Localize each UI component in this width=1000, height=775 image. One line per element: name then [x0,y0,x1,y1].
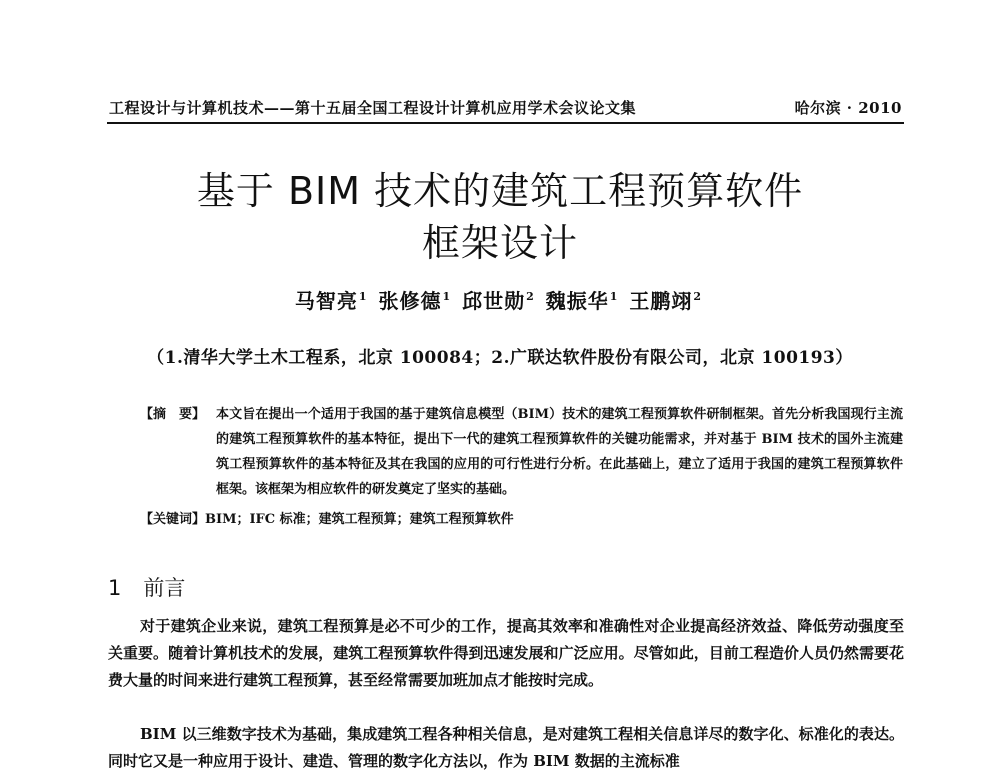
section-number: 1 [108,576,122,600]
affiliations: （1.清华大学土木工程系，北京 100084；2.广联达软件股份有限公司，北京 100193） [147,348,853,368]
running-header [107,95,904,124]
abstract [140,402,903,502]
section-title: 前言 [143,576,186,600]
body-paragraph: 对于建筑企业来说，建筑工程预算是必不可少的工作，提高其效率和准确性对企业提高经济效益、降低劳动强度至关重要。随着计算机技术的发展，建筑工程预算软件得到迅速发展和广泛应用。尽管如此，目前工程造价人员仍然需要花费大量的时间来进行建筑工程预算，甚至经常需要加班加点才能按时完成。 [108,617,904,689]
section-heading [108,572,185,602]
abstract-text: 本文旨在提出一个适用于我国的基于建筑信息模型（BIM）技术的建筑工程预算软件研制框架。首先分析我国现行主流的建筑工程预算软件的基本特征，提出下一代的建筑工程预算软件的关键功能需求，并对基于 BIM 技术的国外主流建筑工程预算软件的基本特征及其在我国的应用的可行性进行分析。在此基础上，建立了适用于我国的建筑工程预算软件框架。该框架为相应软件的研发奠定了坚实的基础。 [216,407,903,497]
keywords-text: BIM；IFC 标准；建筑工程预算；建筑工程预算软件 [205,512,514,527]
abstract-label: 【摘 要】 [140,407,206,422]
paper-title-line-2: 框架设计 [421,221,578,265]
keywords [140,508,903,527]
keywords-label: 【关键词】 [140,512,206,527]
author-affiliation-mark: 1 [358,290,368,304]
body-paragraph: BIM 以三维数字技术为基础，集成建筑工程各种相关信息，是对建筑工程相关信息详尽的数字化、标准化的表达。同时它又是一种应用于设计、建造、管理的数字化方法以，作为 BIM 数据的主流标准 [108,725,904,770]
author-name: 邱世勋 [462,289,526,313]
author-list [0,285,1000,314]
author-name: 王鹏翊 [629,289,693,313]
author-name: 马智亮 [294,289,358,313]
venue-year: 哈尔滨 · 2010 [794,99,902,117]
author-affiliation-mark: 1 [442,290,452,304]
paper-title-line-1: 基于 BIM 技术的建筑工程预算软件 [196,169,804,213]
journal-title: 工程设计与计算机技术——第十五届全国工程设计计算机应用学术会议论文集 [109,99,637,117]
author-name: 魏振华 [545,289,609,313]
author-affiliation-mark: 2 [526,290,535,304]
author-affiliation-mark: 2 [693,290,703,304]
author-name: 张修德 [378,289,442,313]
author-affiliation-mark: 1 [609,290,619,304]
